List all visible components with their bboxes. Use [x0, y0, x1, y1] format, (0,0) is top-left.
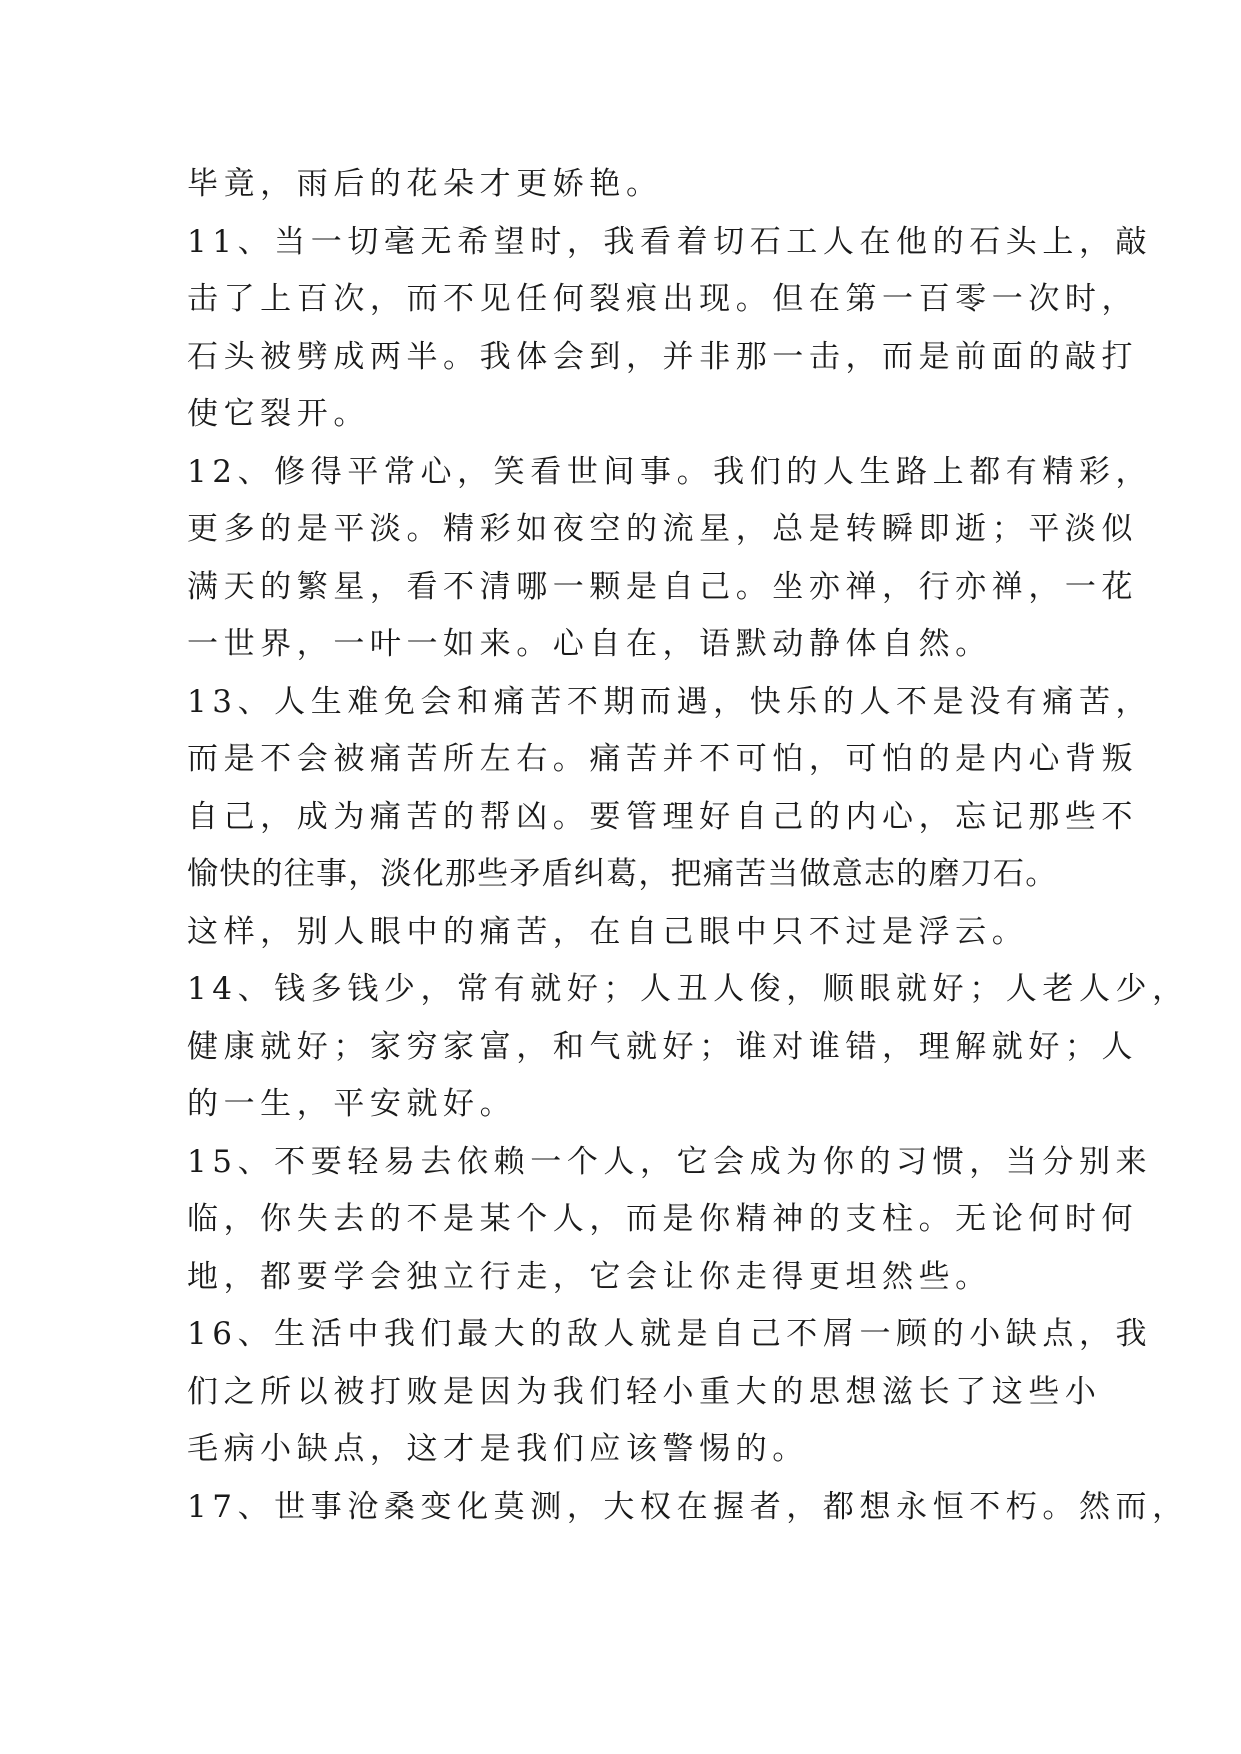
text-line: 毕竟，雨后的花朵才更娇艳。 [187, 166, 663, 202]
text-line: 一世界，一叶一如来。心自在，语默动静体自然。 [187, 626, 992, 662]
text-line: 毛病小缺点，这才是我们应该警惕的。 [187, 1431, 809, 1467]
text-line: 石头被劈成两半。我体会到，并非那一击，而是前面的敲打 [187, 338, 1139, 375]
text-line: 的一生，平安就好。 [187, 1086, 517, 1122]
document-body [187, 156, 1189, 1536]
text-line: 自己，成为痛苦的帮凶。要管理好自己的内心，忘记那些不 [187, 798, 1139, 835]
text-line: 而是不会被痛苦所左右。痛苦并不可怕，可怕的是内心背叛 [187, 741, 1139, 777]
text-line: 15、不要轻易去依赖一个人，它会成为你的习惯，当分别来 [187, 1143, 1153, 1180]
text-line: 满天的繁星，看不清哪一颗是自己。坐亦禅，行亦禅，一花 [187, 568, 1139, 605]
text-line: 愉快的往事，淡化那些矛盾纠葛，把痛苦当做意志的磨刀石。 [187, 856, 1058, 892]
text-line: 健康就好；家穷家富，和气就好；谁对谁错，理解就好；人 [187, 1028, 1139, 1065]
text-line: 14、钱多钱少，常有就好；人丑人俊，顺眼就好；人老人少， [187, 971, 1189, 1007]
text-line: 11、当一切毫无希望时，我看着切石工人在他的石头上，敲 [187, 223, 1153, 260]
text-line: 13、人生难免会和痛苦不期而遇，快乐的人不是没有痛苦， [187, 683, 1153, 720]
text-line: 临，你失去的不是某个人，而是你精神的支柱。无论何时何 [187, 1201, 1139, 1237]
text-line: 17、世事沧桑变化莫测，大权在握者，都想永恒不朽。然而， [187, 1488, 1189, 1525]
text-line: 们之所以被打败是因为我们轻小重大的思想滋长了这些小 [187, 1373, 1102, 1410]
text-line: 使它裂开。 [187, 396, 370, 432]
text-line: 12、修得平常心，笑看世间事。我们的人生路上都有精彩， [187, 453, 1153, 490]
text-line: 地，都要学会独立行走，它会让你走得更坦然些。 [187, 1258, 992, 1295]
text-line: 更多的是平淡。精彩如夜空的流星，总是转瞬即逝；平淡似 [187, 511, 1139, 547]
text-line: 16、生活中我们最大的敌人就是自己不屑一顾的小缺点，我 [187, 1316, 1153, 1352]
text-line: 击了上百次，而不见任何裂痕出现。但在第一百零一次时， [187, 281, 1139, 317]
text-line: 这样，别人眼中的痛苦，在自己眼中只不过是浮云。 [187, 913, 1029, 950]
